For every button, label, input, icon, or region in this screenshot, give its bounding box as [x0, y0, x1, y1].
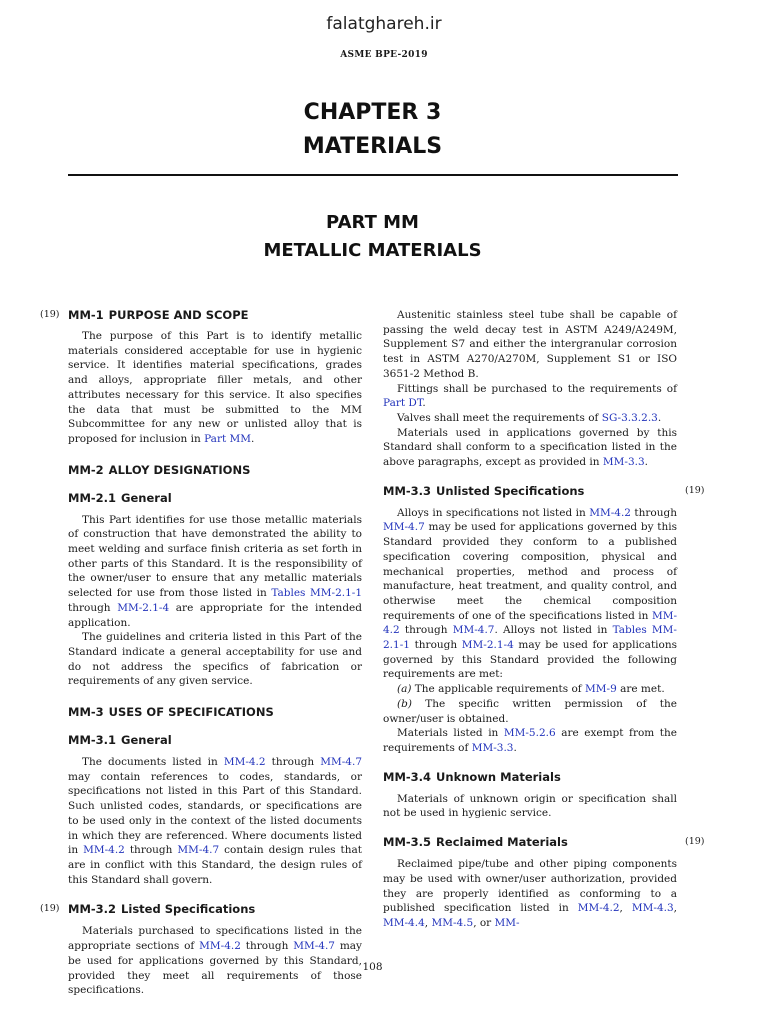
heading-mm-3-1: MM-3.1 General: [68, 733, 172, 748]
paragraph: The documents listed in MM-4.2 through MM-4.7 may contain references to codes, standards, or specifications not listed in this Part of this Standard. Such unlisted codes, standards, or specifications are to be used only in the context of the listed documents in which they are referenced. Where documents listed in MM-4.2 through MM-4.7 contain design rules that are in conflict with this Standard, the design rules of this Standard shall govern.: [68, 756, 362, 886]
link-mm-4-3[interactable]: MM-4.3: [631, 902, 674, 915]
heading-mm-3: MM-3 USES OF SPECIFICATIONS: [68, 705, 274, 720]
right-column: [383, 308, 705, 931]
heading-mm-2: MM-2 ALLOY DESIGNATIONS: [68, 462, 251, 477]
link-mm-3-3[interactable]: MM-3.3: [471, 741, 514, 754]
watermark: falatghareh.ir: [326, 14, 442, 34]
link-mm-4-2[interactable]: MM-4.2: [223, 756, 266, 769]
heading-mm-3-5: (19) MM-3.5 Reclaimed Materials: [383, 835, 705, 850]
link-mm-continued[interactable]: MM-: [494, 916, 520, 929]
link-mm-4-7[interactable]: MM-4.7: [452, 624, 495, 637]
link-mm-2-1-4[interactable]: MM-2.1-4: [117, 601, 170, 614]
heading-mm-2-1: MM-2.1 General: [68, 490, 172, 505]
revision-mark: (19): [685, 484, 705, 496]
link-mm-4-2[interactable]: MM-4.2: [589, 506, 631, 519]
paragraph: Reclaimed pipe/tube and other piping components may be used with owner/user authorization, provided they are properly identified as conforming to a published specification listed in MM-4.2, MM-4.3, MM-4.4, MM-4.5, or MM-: [383, 858, 677, 929]
part-number: PART MM: [326, 212, 419, 233]
chapter-rule: [68, 174, 678, 176]
link-part-dt[interactable]: Part DT: [383, 397, 423, 410]
left-column: [40, 308, 362, 998]
link-mm-4-7[interactable]: MM-4.7: [320, 756, 362, 769]
chapter-title: MATERIALS: [302, 134, 443, 159]
paragraph: Fittings shall be purchased to the requirements of Part DT.: [383, 382, 677, 410]
heading-mm-3-4: MM-3.4 Unknown Materials: [383, 769, 561, 784]
running-head: ASME BPE-2019: [340, 50, 428, 60]
link-mm-4-7[interactable]: MM-4.7: [177, 844, 220, 857]
revision-mark: (19): [40, 903, 60, 915]
link-mm-4-7[interactable]: MM-4.7: [293, 940, 335, 953]
revision-mark: (19): [685, 836, 705, 848]
paragraph: Materials used in applications governed by this Standard shall conform to a specification listed in the above paragraphs, except as provided in MM-3.3.: [383, 426, 677, 469]
link-mm-4-2[interactable]: MM-4.2: [383, 609, 677, 637]
heading-mm-1: (19) MM-1 PURPOSE AND SCOPE: [40, 308, 249, 322]
page-number: 108: [362, 961, 383, 973]
paragraph: Materials purchased to specifications listed in the appropriate sections of MM-4.2 through MM-4.7 may be used for applications governed by this Standard, provided they meet all requirements of those specifications.: [68, 925, 362, 997]
paragraph: Valves shall meet the requirements of SG-3.3.2.3.: [397, 411, 662, 424]
link-mm-4-2[interactable]: MM-4.2: [83, 844, 125, 857]
heading-mm-3-2: (19) MM-3.2 Listed Specifications: [40, 902, 256, 917]
link-mm-9[interactable]: MM-9: [585, 683, 617, 696]
link-sg-3-3-2-3[interactable]: SG-3.3.2.3: [601, 411, 658, 424]
link-mm-4-2[interactable]: MM-4.2: [199, 940, 241, 953]
link-mm-4-4[interactable]: MM-4.4: [383, 916, 425, 929]
paragraph: Austenitic stainless steel tube shall be capable of passing the weld decay test in ASTM A249/A249M, Supplement S7 and either the intergranular corrosion test in ASTM A270/A270M, Supplement S1 or ISO 3651-2 Method B.: [383, 309, 677, 380]
revision-mark: (19): [40, 309, 60, 320]
paragraph: The purpose of this Part is to identify metallic materials considered acceptable for use in hygienic service. It identifies material specifications, grades and alloys, appropriate filler metals, and other attributes necessary for this service. It also specifies the data that must be submitted to the MM Subcommittee for any new or unlisted alloy that is proposed for inclusion in Part MM.: [68, 330, 362, 445]
link-part-mm[interactable]: Part MM: [204, 432, 252, 445]
paragraph: Materials of unknown origin or specification shall not be used in hygienic service.: [383, 792, 677, 820]
paragraph: Alloys in specifications not listed in MM-4.2 through MM-4.7 may be used for applications governed by this Standard provided they conform to a published specification covering composition, physical and mechanical properties, method and process of manufacture, heat treatment, and quality control, and otherwise meet the chemical composition requirements of one of the specifications listed in MM-4.2 through MM-4.7. Alloys not listed in Tables MM-2.1-1 through MM-2.1-4 may be used for applications governed by this Standard provided the following requirements are met:: [383, 506, 677, 681]
link-table-mm-2-1-1[interactable]: Tables MM-2.1-1: [383, 624, 677, 652]
paragraph: The guidelines and criteria listed in this Part of the Standard indicate a general acceptability for use and do not address the specifics of fabrication or requirements of any given service.: [68, 631, 362, 688]
link-table-mm-2-1-1[interactable]: Tables MM-2.1-1: [271, 587, 362, 600]
list-item: (a) The applicable requirements of MM-9 are met.: [397, 683, 665, 696]
list-item: (b) The specific written permission of the owner/user is obtained.: [383, 697, 677, 725]
link-mm-5-2-6[interactable]: MM-5.2.6: [503, 727, 556, 740]
link-mm-2-1-4[interactable]: MM-2.1-4: [461, 639, 514, 652]
link-mm-4-2[interactable]: MM-4.2: [577, 902, 620, 915]
link-mm-4-7[interactable]: MM-4.7: [383, 521, 425, 534]
part-title: METALLIC MATERIALS: [263, 240, 482, 261]
heading-mm-3-3: (19) MM-3.3 Unlisted Specifications: [383, 483, 705, 498]
paragraph: This Part identifies for use those metallic materials of construction that have demonstrated the ability to meet welding and surface finish criteria as set forth in other parts of this Standard. It is the responsibility of the owner/user to ensure that any metallic materials selected for use from those listed in Tables MM-2.1-1 through MM-2.1-4 are appropriate for the intended application.: [68, 513, 362, 629]
link-mm-3-3[interactable]: MM-3.3: [602, 456, 645, 469]
chapter-number: CHAPTER 3: [303, 100, 442, 125]
link-mm-4-5[interactable]: MM-4.5: [431, 916, 474, 929]
paragraph: Materials listed in MM-5.2.6 are exempt from the requirements of MM-3.3.: [383, 727, 677, 754]
